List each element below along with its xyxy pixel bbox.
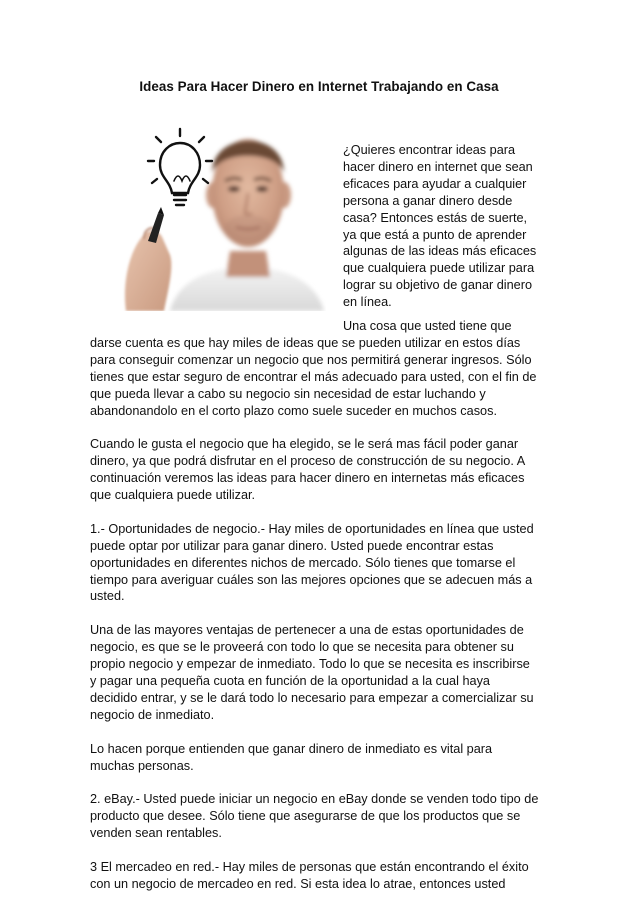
intro-line: casa? Entonces estás de suerte, <box>343 210 528 225</box>
intro-line: hacer dinero en internet que sean <box>343 159 533 174</box>
paragraph-line: Cuando le gusta el negocio que ha elegido, se le será mas fácil poder ganar <box>90 437 519 452</box>
paragraph-line: y pagar una pequeña cuota en función de la oportunidad a la cual haya <box>90 673 490 688</box>
paragraph-line: venden sean rentables. <box>90 826 222 841</box>
lightbulb-icon <box>148 129 212 205</box>
intro-text <box>343 142 563 311</box>
man-drawing-lightbulb-photo <box>108 121 326 311</box>
paragraph <box>90 521 570 606</box>
intro-line: que cualquiera puede utilizar para <box>343 261 535 276</box>
paragraph-line: Una de las mayores ventajas de pertenecer a una de estas oportunidades de <box>90 623 524 638</box>
intro-line: algunas de las ideas más eficaces <box>343 244 537 259</box>
paragraph <box>90 318 570 419</box>
paragraph-line: 1.- Oportunidades de negocio.- Hay miles de oportunidades en línea que usted <box>90 521 534 536</box>
paragraph-line: producto que desee. Sólo tiene que asegurarse de que los productos que se <box>90 809 521 824</box>
paragraph-line: 2. eBay.- Usted puede iniciar un negocio en eBay donde se venden todo tipo de <box>90 792 539 807</box>
paragraph-line: dinero, ya que podrá disfrutar en el proceso de construcción de su negocio. A <box>90 454 526 469</box>
paragraph <box>90 436 570 504</box>
body-text <box>90 318 570 910</box>
paragraph-line: que cualquiera puede utilizar. <box>90 488 256 503</box>
paragraph-line: negocio de inmediato. <box>90 707 215 722</box>
intro-line: lograr su objetivo de ganar dinero <box>343 278 533 293</box>
paragraph <box>90 791 570 842</box>
paragraph <box>90 741 570 775</box>
paragraph-line: abandonandolo en el corto plazo como suele suceder en muchos casos. <box>90 403 497 418</box>
paragraph-line: decidido entrar, y se le dará todo lo necesario para empezar a comercializar su <box>90 690 534 705</box>
paragraph-line: Una cosa que usted tiene que <box>343 319 512 333</box>
paragraph-line: usted. <box>90 589 125 604</box>
intro-line: en línea. <box>343 295 392 310</box>
paragraph-line: propio negocio y empezar de inmediato. Todo lo que se necesita es inscribirse <box>90 657 530 672</box>
photo-illustration <box>108 121 326 311</box>
intro-line: ¿Quieres encontrar ideas para <box>343 143 516 157</box>
paragraph <box>90 859 570 893</box>
paragraph-line: tiempo para averiguar cuáles son las mejores opciones que se adecuen más a <box>90 572 533 587</box>
paragraph-line: tienes que estar seguro de encontrar el más adecuado para usted, con el fin de <box>90 369 537 384</box>
paragraph-line: 3 El mercadeo en red.- Hay miles de personas que están encontrando el éxito <box>90 859 529 874</box>
intro-line: eficaces para ayudar a cualquier <box>343 176 527 191</box>
paragraph-line: muchas personas. <box>90 758 194 773</box>
paragraph-line: negocio, es que se le proveerá con todo lo que se necesita para obtener su <box>90 640 514 655</box>
paragraph-line: continuación veremos las ideas para hacer dinero en internetas más eficaces <box>90 471 525 486</box>
paragraph-line: para conseguir comenzar un negocio que nos permitirá generar ingresos. Sólo <box>90 352 532 367</box>
paragraph-line: puede optar por utilizar para ganar dinero. Usted puede encontrar estas <box>90 538 494 553</box>
paragraph-line: darse cuenta es que hay miles de ideas que se pueden utilizar en estos días <box>90 335 521 350</box>
paragraph-line: que pueda llevar a cabo su negocio sin necesidad de estar luchando y <box>90 386 486 401</box>
document-title: Ideas Para Hacer Dinero en Internet Trabajando en Casa <box>139 79 499 94</box>
paragraph-line: oportunidades en diferentes nichos de mercado. Sólo tienes que tomarse el <box>90 555 516 570</box>
paragraph-line: con un negocio de mercadeo en red. Si esta idea lo atrae, entonces usted <box>90 876 506 891</box>
paragraph <box>90 622 570 723</box>
intro-line: ya que está a punto de aprender <box>343 227 527 242</box>
intro-line: persona a ganar dinero desde <box>343 193 513 208</box>
paragraph-line: Lo hacen porque entienden que ganar dinero de inmediato es vital para <box>90 741 493 756</box>
